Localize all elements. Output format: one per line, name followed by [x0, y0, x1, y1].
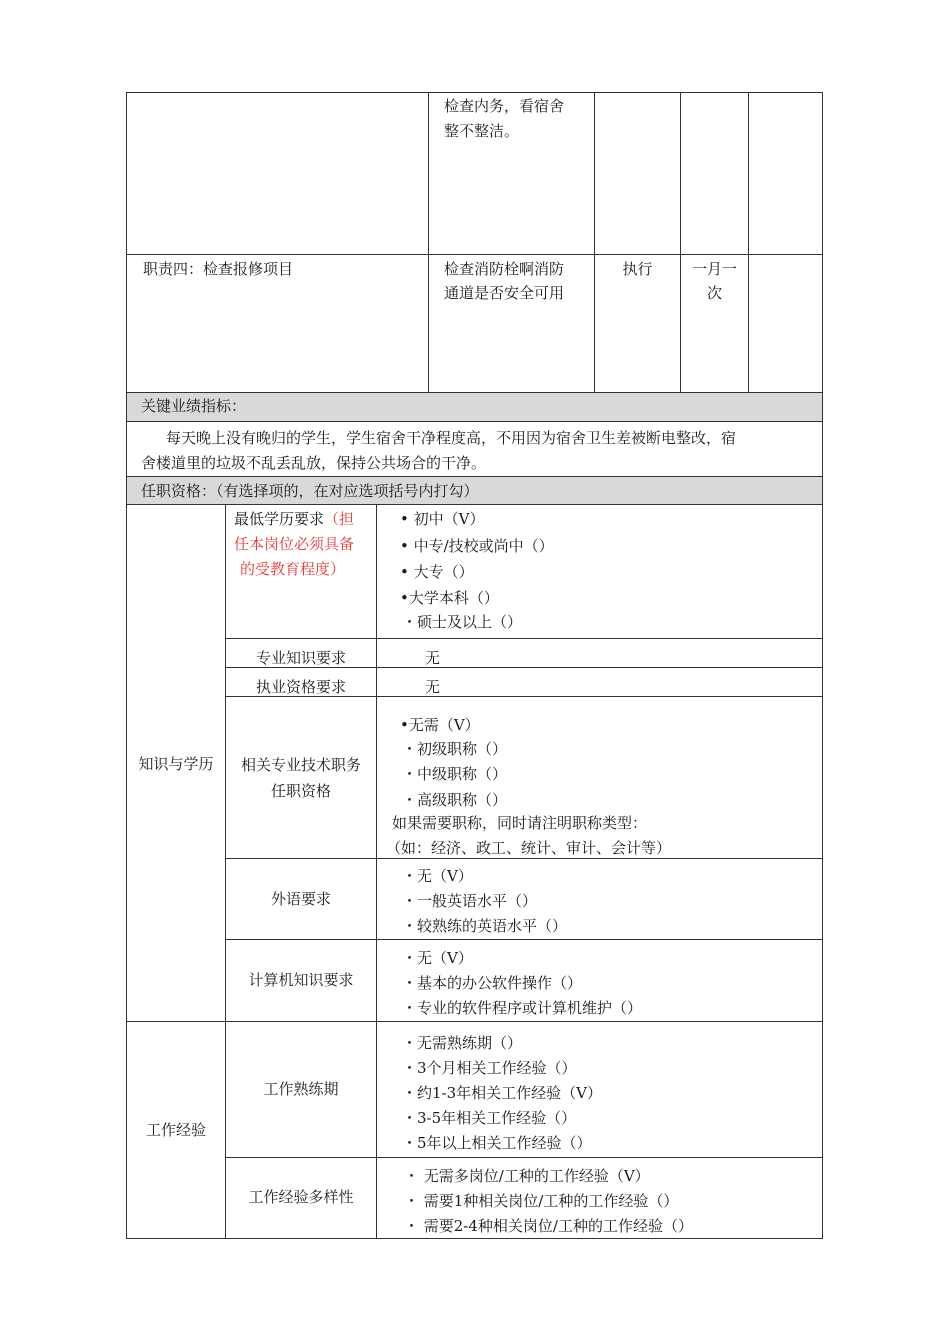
row-divider — [126, 254, 823, 255]
proficiency-option: ・约1-3年相关工作经验（V） — [402, 1084, 602, 1102]
col-divider — [428, 92, 429, 393]
computer-option: ・专业的软件程序或计算机维护（） — [402, 999, 643, 1017]
proficiency-option: ・3个月相关工作经验（） — [402, 1059, 577, 1077]
title-option: ・中级职称（） — [402, 765, 508, 783]
row-divider — [126, 1021, 823, 1022]
row-divider — [225, 1157, 823, 1158]
title-label-line2: 任职资格 — [270, 782, 331, 800]
col-divider — [748, 92, 749, 393]
edu-option: • 大专（） — [400, 563, 474, 581]
edu-option: • 初中（V） — [400, 510, 485, 528]
kpi-text-line2: 舍楼道里的垃圾不乱丢乱放，保持公共场合的干净。 — [141, 454, 487, 472]
row1-indicator-line2: 整不整洁。 — [444, 122, 520, 140]
lang-option: ・一般英语水平（） — [402, 892, 538, 910]
diversity-option: ・ 需要2-4种相关岗位/工种的工作经验（） — [404, 1217, 693, 1235]
title-note: 如果需要职称，同时请注明职称类型： — [392, 814, 648, 832]
qual-header: 任职资格：（有选择项的，在对应选项括号内打勾） — [141, 482, 479, 500]
lang-option: ・较熟练的英语水平（） — [402, 917, 568, 935]
group-knowledge-education: 知识与学历 — [138, 755, 214, 773]
table-border-right — [822, 92, 823, 1239]
lang-option: ・无（V） — [402, 867, 473, 885]
edu-option: ・硕士及以上（） — [402, 613, 523, 631]
row2-frequency-line2: 次 — [706, 284, 722, 302]
computer-option: ・基本的办公软件操作（） — [402, 974, 583, 992]
col-divider — [594, 92, 595, 393]
edu-label-note2: 任本岗位必须具备 — [234, 535, 355, 553]
col-divider — [376, 504, 377, 1239]
title-option: ・初级职称（） — [402, 740, 508, 758]
row2-indicator-line1: 检查消防栓啊消防 — [444, 260, 565, 278]
computer-option: ・无（V） — [402, 949, 473, 967]
edu-option: • 中专/技校或尚中（） — [400, 537, 554, 555]
proficiency-label: 工作熟练期 — [263, 1080, 339, 1098]
title-option: •无需（V） — [400, 716, 480, 734]
computer-label: 计算机知识要求 — [248, 971, 354, 989]
row-divider — [225, 638, 823, 639]
table-border-top — [126, 92, 823, 93]
col-divider — [680, 92, 681, 393]
row-divider — [126, 392, 823, 393]
kpi-header: 关键业绩指标： — [141, 397, 247, 415]
group-work-experience: 工作经验 — [145, 1121, 206, 1139]
row2-action: 执行 — [622, 260, 653, 278]
prof-knowledge-value: 无 — [425, 649, 441, 667]
proficiency-option: ・无需熟练期（） — [402, 1034, 523, 1052]
duty-label: 职责四：检查报修项目 — [143, 260, 294, 278]
proficiency-option: ・5年以上相关工作经验（） — [402, 1134, 592, 1152]
col-divider — [225, 504, 226, 1239]
kpi-text-line1: 每天晚上没有晚归的学生，学生宿舍干净程度高，不用因为宿舍卫生差被断电整改，宿 — [166, 429, 737, 447]
cert-value: 无 — [425, 678, 441, 696]
table-border-left — [126, 92, 127, 1239]
diversity-label: 工作经验多样性 — [248, 1188, 354, 1206]
row-divider — [126, 476, 823, 477]
row1-indicator-line1: 检查内务，看宿舍 — [444, 97, 565, 115]
lang-label: 外语要求 — [270, 890, 331, 908]
diversity-option: ・ 需要1种相关岗位/工种的工作经验（） — [404, 1192, 679, 1210]
row-divider — [225, 939, 823, 940]
edu-label-note3: 的受教育程度） — [240, 560, 346, 578]
cert-label: 执业资格要求 — [255, 678, 346, 696]
edu-label-note1: （担 — [324, 510, 355, 528]
row2-indicator-line2: 通道是否安全可用 — [444, 284, 565, 302]
edu-label — [234, 507, 354, 532]
row-divider — [126, 504, 823, 505]
proficiency-option: ・3-5年相关工作经验（） — [402, 1109, 577, 1127]
title-option: ・高级职称（） — [402, 791, 508, 809]
edu-option: •大学本科（） — [400, 589, 499, 607]
row-divider — [126, 421, 823, 422]
row2-frequency-line1: 一月一 — [691, 260, 737, 278]
diversity-option: ・ 无需多岗位/工种的工作经验（V） — [404, 1167, 650, 1185]
prof-knowledge-label: 专业知识要求 — [255, 649, 346, 667]
title-label-line1: 相关专业技术职务 — [240, 756, 361, 774]
edu-label-main: 最低学历要求 — [234, 510, 325, 528]
title-note-examples: （如：经济、政工、统计、审计、会计等） — [386, 839, 672, 857]
